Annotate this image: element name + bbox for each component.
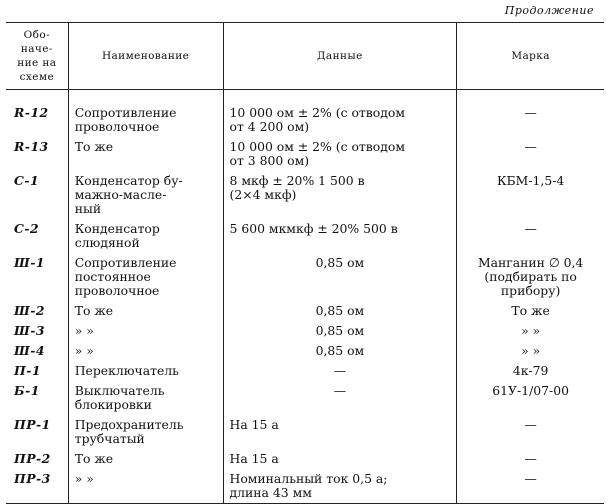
row-data: На 15 а [223, 415, 457, 449]
row-brand: — [457, 90, 604, 138]
row-brand: — [457, 449, 604, 469]
row-brand: КБМ-1,5-4 [457, 171, 604, 219]
header-data: Данные [223, 23, 457, 90]
row-name: Конденсатор бу- мажно-масле- ный [68, 171, 223, 219]
row-brand: — [457, 469, 604, 504]
table-row [6, 253, 604, 301]
header-brand: Марка [457, 23, 604, 90]
row-brand: То же [457, 301, 604, 321]
table-row [6, 381, 604, 415]
table-row [6, 137, 604, 171]
row-designation: Ш-1 [14, 255, 45, 270]
row-name: Сопротивление постоянное проволочное [68, 253, 223, 301]
table-row [6, 415, 604, 449]
table-row [6, 90, 604, 138]
row-designation: С-2 [14, 221, 40, 236]
row-brand: 61У-1/07-00 [457, 381, 604, 415]
row-designation: Б-1 [14, 383, 40, 398]
table-row [6, 219, 604, 253]
header-name: Наименование [68, 23, 223, 90]
row-data: 10 000 ом ± 2% (с отводом от 4 200 ом) [223, 90, 457, 138]
header-designation: Обо- наче- ние на схеме [6, 23, 68, 90]
row-data: 8 мкф ± 20% 1 500 в (2×4 мкф) [223, 171, 457, 219]
row-data: 0,85 ом [223, 253, 457, 301]
row-designation: С-1 [14, 173, 40, 188]
continuation-label: Продолжение [504, 4, 594, 17]
table-row [6, 321, 604, 341]
table-row [6, 449, 604, 469]
row-designation: ПР-3 [14, 471, 51, 486]
row-data: 10 000 ом ± 2% (с отводом от 3 800 ом) [223, 137, 457, 171]
table-row [6, 361, 604, 381]
row-brand: » » [457, 341, 604, 361]
row-designation: П-1 [14, 363, 41, 378]
table-row [6, 341, 604, 361]
row-data: 0,85 ом [223, 301, 457, 321]
table-body [6, 90, 604, 504]
row-data: — [223, 361, 457, 381]
row-name: То же [68, 301, 223, 321]
table-row [6, 171, 604, 219]
row-name: » » [68, 469, 223, 504]
row-data: — [223, 381, 457, 415]
row-designation: Ш-3 [14, 323, 45, 338]
row-data: Номинальный ток 0,5 а; длина 43 мм [223, 469, 457, 504]
row-data: 5 600 мкмкф ± 20% 500 в [223, 219, 457, 253]
row-designation: Ш-2 [14, 303, 45, 318]
table-row [6, 469, 604, 504]
row-designation: R-13 [14, 139, 49, 154]
row-designation: Ш-4 [14, 343, 45, 358]
row-designation: ПР-1 [14, 417, 51, 432]
row-name: » » [68, 321, 223, 341]
row-brand: 4к-79 [457, 361, 604, 381]
row-name: Конденсатор слюдяной [68, 219, 223, 253]
row-brand: Манганин ∅ 0,4 (подбирать по прибору) [457, 253, 604, 301]
row-brand: — [457, 137, 604, 171]
row-name: Переключатель [68, 361, 223, 381]
row-brand: — [457, 219, 604, 253]
row-data: На 15 а [223, 449, 457, 469]
component-table [6, 22, 604, 504]
row-name: » » [68, 341, 223, 361]
row-name: Предохранитель трубчатый [68, 415, 223, 449]
table-row [6, 301, 604, 321]
row-data: 0,85 ом [223, 341, 457, 361]
row-designation: R-12 [14, 105, 49, 120]
row-brand: » » [457, 321, 604, 341]
row-name: То же [68, 137, 223, 171]
row-name: Выключатель блокировки [68, 381, 223, 415]
row-data: 0,85 ом [223, 321, 457, 341]
row-designation: ПР-2 [14, 451, 51, 466]
row-brand: — [457, 415, 604, 449]
row-name: Сопротивление проволочное [68, 90, 223, 138]
table-header-row [6, 23, 604, 90]
row-name: То же [68, 449, 223, 469]
